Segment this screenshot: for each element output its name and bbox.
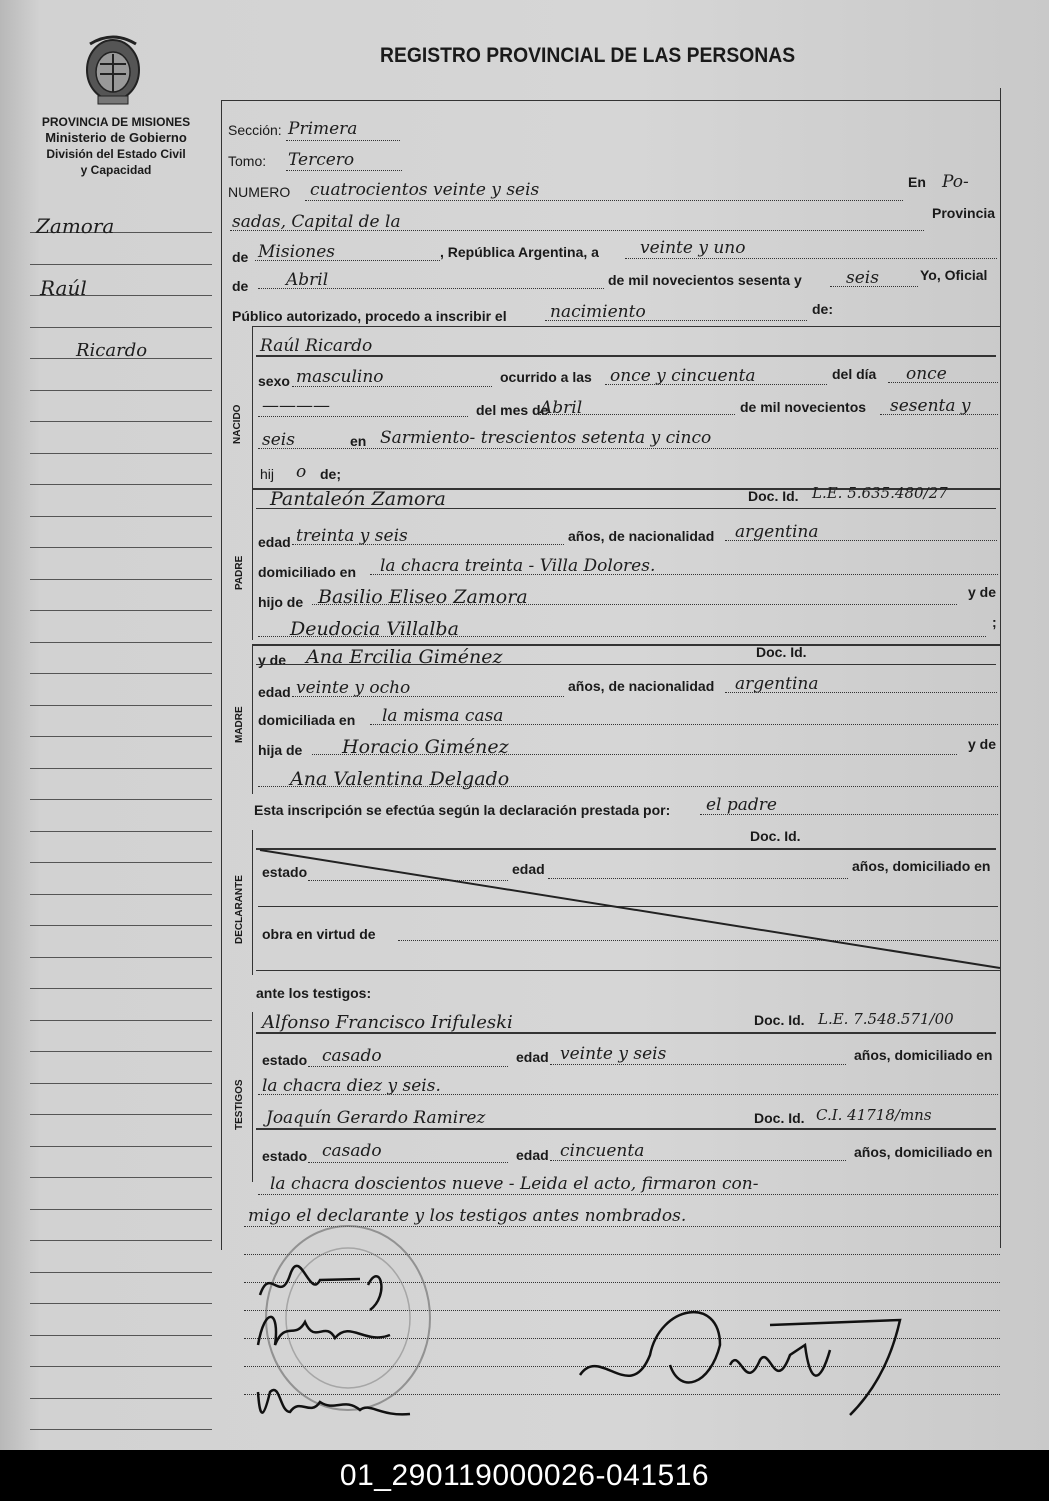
madre-nac-value: argentina <box>735 674 819 694</box>
declaracion-value: el padre <box>706 795 777 815</box>
signature-oficial <box>570 1285 910 1425</box>
declarante-section-label: DECLARANTE <box>234 875 245 944</box>
madre-edad-label: edad <box>258 684 291 700</box>
margin-ruled-line <box>30 484 212 485</box>
signature-testigo-1 <box>250 1300 410 1360</box>
ocurrido-label: ocurrido a las <box>500 369 592 385</box>
margin-ruled-line <box>30 1146 212 1147</box>
margin-ruled-line <box>30 610 212 611</box>
frame-left-border <box>221 100 222 1250</box>
testigo1-estado-value: casado <box>322 1046 382 1066</box>
padre-name: Pantaleón Zamora <box>270 488 446 510</box>
margin-ruled-line <box>30 673 212 674</box>
padre-hijo-label: hijo de <box>258 594 304 610</box>
republica-label: , República Argentina, a <box>440 244 599 260</box>
testigo2-doc-label: Doc. Id. <box>754 1110 805 1126</box>
madre-name: Ana Ercilia Giménez <box>306 646 503 668</box>
act-value: nacimiento <box>550 302 646 322</box>
padre-father-value: Basilio Eliseo Zamora <box>318 586 528 608</box>
margin-ruled-line <box>30 1398 212 1399</box>
madre-dom-value: la misma casa <box>382 706 504 726</box>
margin-ruled-line <box>30 1335 212 1336</box>
margin-ruled-line <box>30 327 212 328</box>
padre-nac-value: argentina <box>735 522 819 542</box>
margin-ruled-line <box>30 1366 212 1367</box>
mes-value: Abril <box>540 398 583 418</box>
padre-section-label: PADRE <box>234 555 245 590</box>
testigo1-doc-label: Doc. Id. <box>754 1012 805 1028</box>
testigo2-estado-value: casado <box>322 1141 382 1161</box>
declarante-cancel-diagonal <box>258 848 1002 972</box>
hij-label: hij <box>260 466 275 482</box>
madre-section-label: MADRE <box>234 706 245 743</box>
madre-nac-label: años, de nacionalidad <box>568 678 715 694</box>
padre-dom-value: la chacra treinta - Villa Dolores. <box>380 556 656 576</box>
en-label: En <box>908 174 926 190</box>
frame-right-border <box>1000 88 1001 1248</box>
year-value: seis <box>846 268 879 288</box>
margin-ruled-line <box>30 1429 212 1430</box>
oficial-label: Yo, Oficial <box>920 267 988 283</box>
margin-ruled-line <box>30 579 212 580</box>
testigo2-edad-value: cincuenta <box>560 1141 645 1161</box>
padre-yde-label: y de <box>968 584 997 600</box>
anio-continuation: seis <box>262 430 295 450</box>
testigo1-dom-value: la chacra diez y seis. <box>262 1076 441 1096</box>
testigo2-edad-label: edad <box>516 1147 549 1163</box>
province-value: Misiones <box>258 242 335 262</box>
testigo2-estado-label: estado <box>262 1148 308 1164</box>
margin-ruled-line <box>30 1303 212 1304</box>
frame-top-border <box>221 100 1001 101</box>
ministry-line-3: División del Estado Civil <box>46 147 186 161</box>
margin-ruled-line <box>30 862 212 863</box>
margin-ruled-line <box>30 957 212 958</box>
ministry-line-2: Ministerio de Gobierno <box>45 130 187 145</box>
margin-ruled-line <box>30 1240 212 1241</box>
testigo2-name: Joaquín Gerardo Ramirez <box>266 1108 486 1128</box>
testigo1-estado-label: estado <box>262 1052 308 1068</box>
margin-surname: Zamora <box>36 214 115 238</box>
declaracion-label: Esta inscripción se efectúa según la declaración prestada por: <box>254 802 671 818</box>
hour-value: once y cincuenta <box>610 366 756 386</box>
padre-edad-label: edad <box>258 534 291 550</box>
madre-yde2-label: y de <box>968 736 997 752</box>
margin-ruled-line <box>30 768 212 769</box>
document-title: REGISTRO PROVINCIAL DE LAS PERSONAS <box>380 44 796 67</box>
declarante-doc-label: Doc. Id. <box>750 828 801 844</box>
de3-label: de: <box>812 301 833 317</box>
madre-father-value: Horacio Giménez <box>342 736 509 758</box>
madre-hija-label: hija de <box>258 742 303 758</box>
padre-mother-value: Deudocia Villalba <box>290 618 459 640</box>
ministry-header <box>18 114 214 178</box>
mil-label: de mil novecientos <box>740 399 867 415</box>
margin-ruled-line <box>30 1272 212 1273</box>
madre-dom-label: domiciliada en <box>258 712 356 728</box>
testigo1-edad-value: veinte y seis <box>560 1044 667 1064</box>
margin-ruled-line <box>30 894 212 895</box>
provincia-label: Provincia <box>932 205 996 221</box>
testigo1-doc-value: L.E. 7.548.571/00 <box>818 1010 954 1028</box>
margin-ruled-line <box>30 1209 212 1210</box>
month-value: Abril <box>286 270 329 290</box>
blank-day-dash: ———— <box>262 396 330 416</box>
year-label: de mil novecientos sesenta y <box>608 272 802 288</box>
signature-testigo-2 <box>250 1372 420 1432</box>
de2-label: de <box>232 278 249 294</box>
anio-value: sesenta y <box>890 396 971 416</box>
tomo-label: Tomo: <box>228 153 267 169</box>
margin-ruled-line <box>30 453 212 454</box>
testigo1-edad-label: edad <box>516 1049 549 1065</box>
padre-nac-label: años, de nacionalidad <box>568 528 715 544</box>
coat-of-arms-seal <box>80 34 146 106</box>
madre-mother-value: Ana Valentina Delgado <box>290 768 510 790</box>
madre-yde-label: y de <box>258 652 287 668</box>
declarante-anios-label: años, domiciliado en <box>852 858 991 874</box>
padre-doc-label: Doc. Id. <box>748 488 799 504</box>
testigo1-anios-label: años, domiciliado en <box>854 1047 993 1063</box>
mes-label: del mes de <box>476 402 549 418</box>
en-place-label: en <box>350 433 367 449</box>
ante-testigos-label: ante los testigos: <box>256 985 372 1001</box>
declarante-estado-label: estado <box>262 864 308 880</box>
margin-ruled-line <box>30 925 212 926</box>
hij-value: o <box>296 462 307 482</box>
margin-middle-name: Ricardo <box>76 340 148 361</box>
margin-ruled-line <box>30 1114 212 1115</box>
margin-first-name: Raúl <box>40 276 87 300</box>
padre-edad-value: treinta y seis <box>296 526 408 546</box>
margin-ruled-line <box>30 516 212 517</box>
margin-ruled-line <box>30 390 212 391</box>
margin-ruled-line <box>30 736 212 737</box>
margin-ruled-line <box>30 264 212 265</box>
padre-dom-label: domiciliado en <box>258 564 357 580</box>
margin-ruled-line <box>30 988 212 989</box>
declarante-obra-label: obra en virtud de <box>262 926 376 942</box>
del-dia-label: del día <box>832 366 877 382</box>
margin-ruled-line <box>30 799 212 800</box>
day-value: veinte y uno <box>640 238 746 258</box>
margin-ruled-line <box>30 1083 212 1084</box>
nacido-name: Raúl Ricardo <box>260 336 373 356</box>
nacido-section-label: NACIDO <box>232 404 243 444</box>
tomo-value: Tercero <box>288 150 355 170</box>
testigo2-doc-value: C.I. 41718/mns <box>816 1106 932 1124</box>
margin-ruled-line <box>30 831 212 832</box>
testigo1-name: Alfonso Francisco Irifuleski <box>262 1012 513 1033</box>
en-value: Po- <box>942 172 969 192</box>
margin-ruled-line <box>30 547 212 548</box>
publico-label: Público autorizado, procedo a inscribir el <box>232 308 507 324</box>
sexo-value: masculino <box>296 367 384 387</box>
place-continuation: sadas, Capital de la <box>232 212 401 232</box>
margin-ruled-line <box>30 642 212 643</box>
testigos-section-label: TESTIGOS <box>234 1079 245 1130</box>
margin-ruled-line <box>30 1020 212 1021</box>
margin-ruled-line <box>30 421 212 422</box>
margin-ruled-line <box>30 1051 212 1052</box>
closing-text: migo el declarante y los testigos antes nombrados. <box>248 1206 687 1226</box>
dia-value: once <box>906 364 947 384</box>
margin-ruled-line <box>30 1177 212 1178</box>
birthplace-value: Sarmiento- trescientos setenta y cinco <box>380 428 712 448</box>
seccion-value: Primera <box>288 119 358 139</box>
ministry-line-4: y Capacidad <box>80 163 152 177</box>
ministry-line-1: PROVINCIA DE MISIONES <box>41 115 191 129</box>
madre-doc-label: Doc. Id. <box>756 644 807 660</box>
margin-ruled-line <box>30 705 212 706</box>
de-label: de <box>232 249 249 265</box>
numero-label: NUMERO <box>228 184 291 200</box>
madre-edad-value: veinte y ocho <box>296 678 411 698</box>
declarante-edad-label: edad <box>512 861 545 877</box>
padre-doc-value: L.E. 5.635.480/27 <box>812 484 948 502</box>
hij-de-label: de; <box>320 466 341 482</box>
testigo2-dom-value: la chacra doscientos nueve - Leida el acto, firmaron con- <box>270 1174 759 1194</box>
padre-semicolon: ; <box>992 614 997 630</box>
testigo2-anios-label: años, domiciliado en <box>854 1144 993 1160</box>
numero-value: cuatrocientos veinte y seis <box>310 180 540 200</box>
sexo-label: sexo <box>258 373 290 389</box>
seccion-label: Sección: <box>228 122 282 138</box>
footer-file-id: 01_290119000026-041516 <box>0 1450 1049 1501</box>
